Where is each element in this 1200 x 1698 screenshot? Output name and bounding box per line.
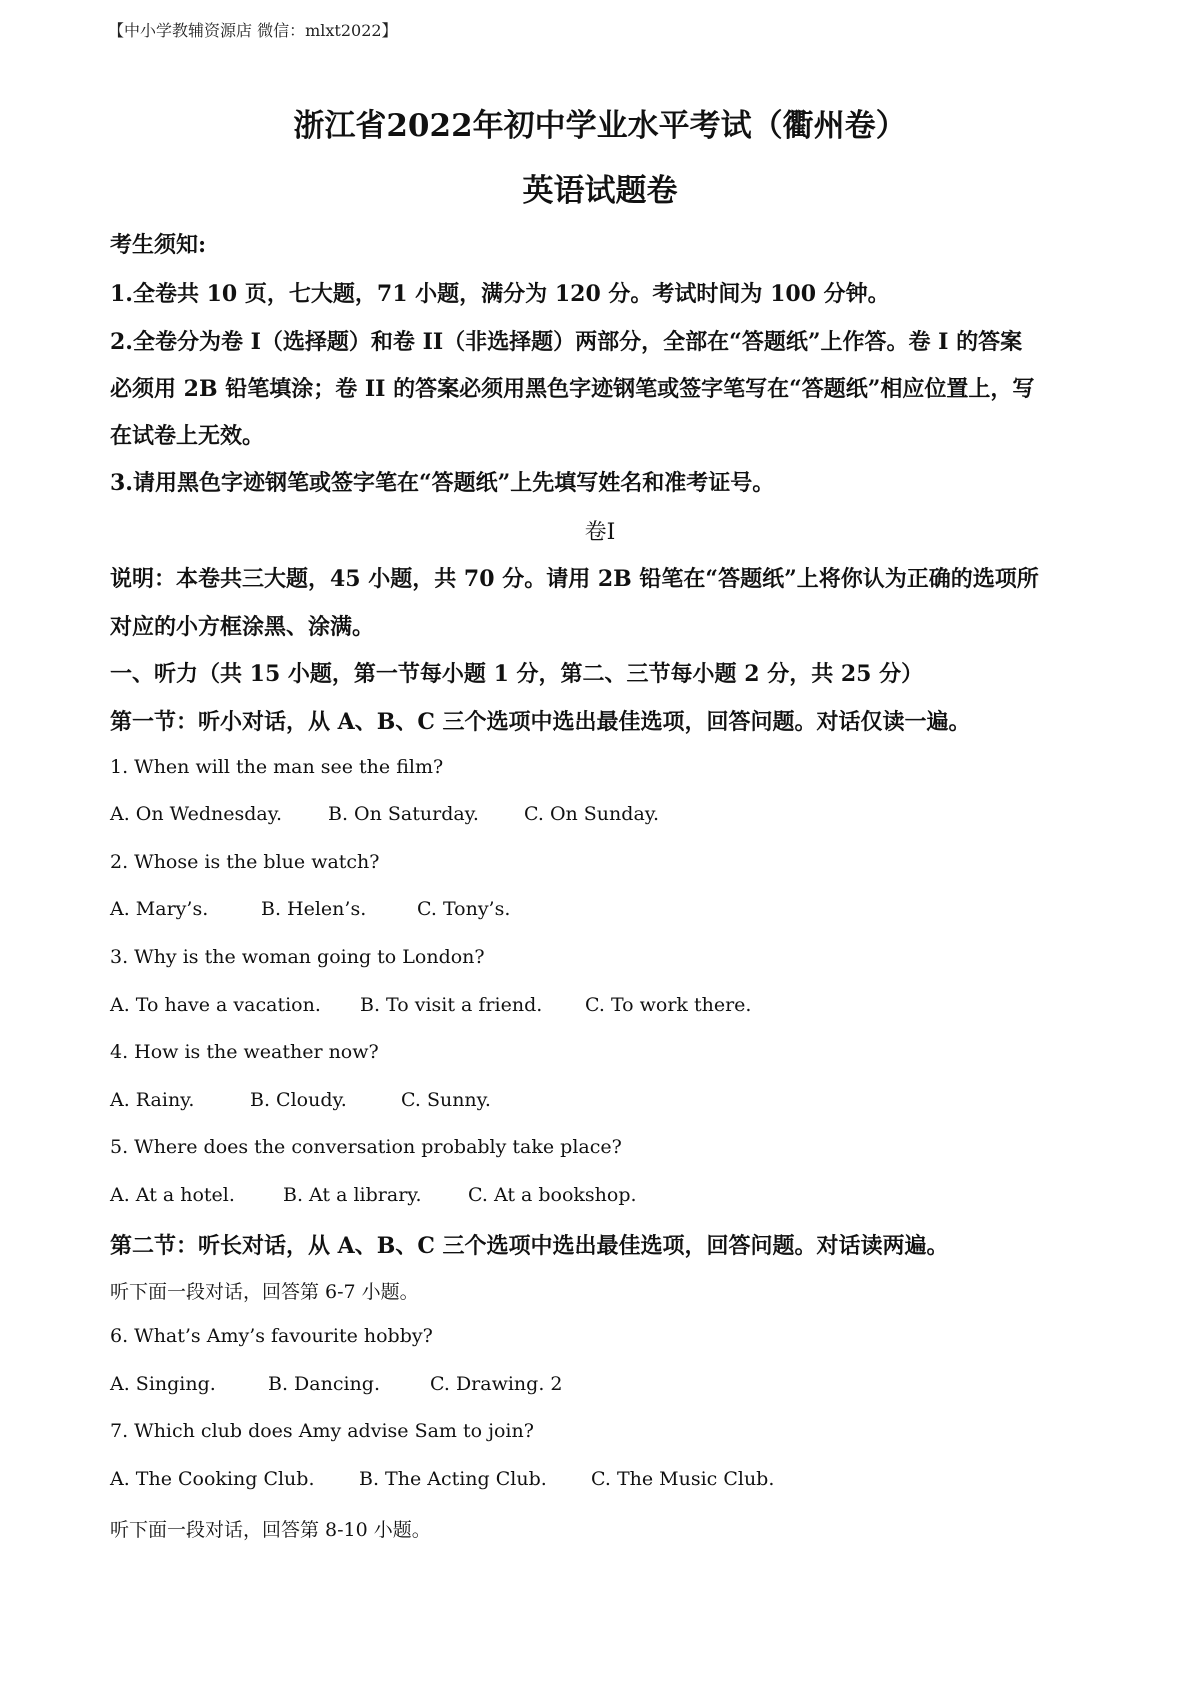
part-heading: 一、听力（共 15 小题，第一节每小题 1 分，第二、三节每小题 2 分，共 25 分） [110,661,924,687]
option-b: B. Dancing. [268,1373,380,1395]
option-b: B. The Acting Club. [359,1468,547,1490]
options-row [110,898,1105,920]
option-c: C. On Sunday. [524,803,660,825]
section1-heading: 第一节：听小对话，从 A、B、C 三个选项中选出最佳选项，回答问题。对话仅读一遍。 [110,709,971,735]
question: 6. What’s Amy’s favourite hobby? [110,1325,433,1347]
exam-subtitle: 英语试题卷 [522,173,678,209]
instruction-line: 说明：本卷共三大题，45 小题，共 70 分。请用 2B 铅笔在“答题纸”上将你认为正确的选项所 [110,566,1039,592]
option-a: A. Rainy. [110,1089,195,1111]
notice-line: 1.全卷共 10 页，七大题，71 小题，满分为 120 分。考试时间为 100 分钟。 [110,281,890,307]
option-c: C. At a bookshop. [468,1184,637,1206]
option-b: B. At a library. [283,1184,422,1206]
option-a: A. On Wednesday. [110,803,283,825]
question: 1. When will the man see the film? [110,756,444,778]
option-c: C. The Music Club. [591,1468,775,1490]
volume-label: 卷Ⅰ [584,520,616,545]
notice-heading: 考生须知: [110,232,207,258]
question: 4. How is the weather now? [110,1041,379,1063]
options-row [110,1089,1105,1111]
notice-line: 必须用 2B 铅笔填涂；卷 II 的答案必须用黑色字迹钢笔或签字笔写在“答题纸”相应位置上，写 [110,376,1035,402]
option-a: A. Singing. [110,1373,216,1395]
question: 3. Why is the woman going to London? [110,946,485,968]
dialogue-intro: 听下面一段对话，回答第 8-10 小题。 [110,1519,431,1541]
notice-line: 2.全卷分为卷 I（选择题）和卷 II（非选择题）两部分，全部在“答题纸”上作答。卷 I 的答案 [110,329,1023,355]
instruction-line: 对应的小方框涂黑、涂满。 [110,614,375,640]
dialogue-intro: 听下面一段对话，回答第 6-7 小题。 [110,1281,419,1303]
exam-title: 浙江省2022年初中学业水平考试（衢州卷） [293,108,907,144]
option-c: C. Tony’s. [417,898,511,920]
options-row [110,1373,1105,1395]
question: 2. Whose is the blue watch? [110,851,380,873]
option-a: A. Mary’s. [110,898,209,920]
option-b: B. On Saturday. [328,803,479,825]
option-b: B. Cloudy. [250,1089,347,1111]
question: 5. Where does the conversation probably take place? [110,1136,622,1158]
notice-line: 在试卷上无效。 [110,423,265,449]
option-c: C. Sunny. [401,1089,491,1111]
notice-line: 3.请用黑色字迹钢笔或签字笔在“答题纸”上先填写姓名和准考证号。 [110,470,775,496]
option-b: B. To visit a friend. [360,994,543,1016]
options-row [110,803,1105,825]
option-a: A. At a hotel. [110,1184,235,1206]
options-row [110,1468,1105,1490]
section2-heading: 第二节：听长对话，从 A、B、C 三个选项中选出最佳选项，回答问题。对话读两遍。 [110,1233,949,1259]
option-c: C. Drawing. 2 [430,1373,563,1395]
option-c: C. To work there. [585,994,752,1016]
question: 7. Which club does Amy advise Sam to join? [110,1420,534,1442]
option-a: A. To have a vacation. [110,994,321,1016]
option-a: A. The Cooking Club. [110,1468,315,1490]
options-row [110,1184,1105,1206]
option-b: B. Helen’s. [261,898,367,920]
watermark: 【中小学教辅资源店 微信：mlxt2022】 [108,21,398,40]
options-row [110,994,1105,1016]
